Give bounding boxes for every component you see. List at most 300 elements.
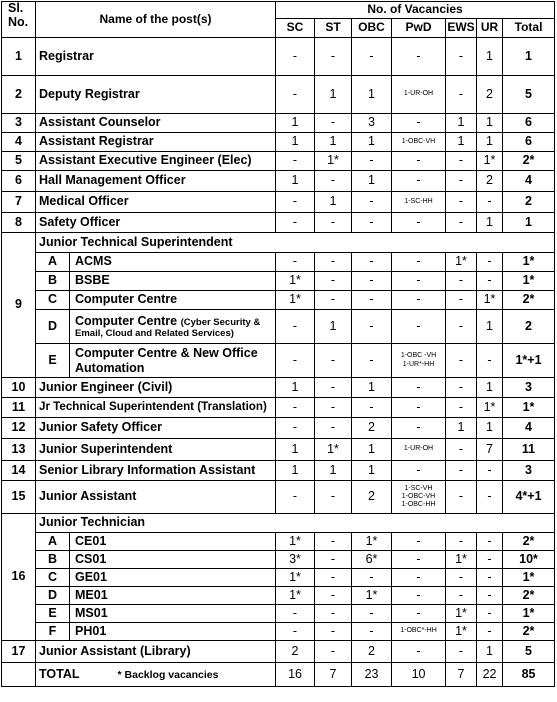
total-ur: 22: [477, 663, 503, 687]
cell-ur: -: [477, 533, 503, 551]
cell-pwd: -: [392, 378, 446, 398]
backlog-note: * Backlog vacancies: [117, 668, 219, 681]
cell-ews: 1: [446, 133, 477, 152]
cell-total: 1: [503, 38, 555, 76]
cell-ews: -: [446, 344, 477, 378]
cell-ews: -: [446, 461, 477, 481]
sub-letter: C: [36, 291, 70, 310]
cell-total: 4: [503, 418, 555, 439]
cell-ur: 1: [477, 378, 503, 398]
sl-no: 14: [2, 461, 36, 481]
cell-pwd: -: [392, 398, 446, 418]
table-row: [2, 76, 555, 114]
cell-pwd: 1-SC-HH: [392, 192, 446, 213]
cell-sc: 1: [276, 461, 315, 481]
cell-obc: 2: [352, 641, 392, 663]
cell-obc: 1: [352, 378, 392, 398]
table-row: [2, 514, 555, 533]
cell-st: -: [315, 171, 352, 192]
sub-post-name-line1: [75, 314, 275, 329]
vacancies-header: No. of Vacancies: [276, 2, 555, 19]
sub-post-name: [70, 344, 276, 378]
pwd-line: 1-SC-VH: [404, 484, 433, 492]
cell-sc: -: [276, 418, 315, 439]
cell-st: -: [315, 272, 352, 291]
cell-ews: -: [446, 641, 477, 663]
cell-sc: 1*: [276, 587, 315, 605]
cell-sc: 1: [276, 378, 315, 398]
cell-st: 1: [315, 461, 352, 481]
cell-ews: -: [446, 291, 477, 310]
cell-sc: 1*: [276, 569, 315, 587]
cell-ur: 1: [477, 418, 503, 439]
cell-ur: -: [477, 623, 503, 641]
table-row: [2, 439, 555, 461]
sub-letter: D: [36, 587, 70, 605]
cell-ur: 1*: [477, 291, 503, 310]
sl-no: 11: [2, 398, 36, 418]
cell-ews: -: [446, 569, 477, 587]
total-sc: 16: [276, 663, 315, 687]
cell-sc: -: [276, 344, 315, 378]
cell-obc: -: [352, 344, 392, 378]
sl-no: 2: [2, 76, 36, 114]
table-row: [2, 213, 555, 233]
cell-obc: -: [352, 253, 392, 272]
sub-post-name: ACMS: [70, 253, 276, 272]
cell-obc: 1: [352, 133, 392, 152]
pwd-line: 1-UR*-HH: [402, 360, 435, 368]
cell-ews: -: [446, 310, 477, 344]
cell-total: 6: [503, 133, 555, 152]
cell-pwd: -: [392, 641, 446, 663]
cell-st: -: [315, 114, 352, 133]
table-row: [2, 310, 555, 344]
cell-st: 1: [315, 76, 352, 114]
cell-pwd: 1-UR-OH: [392, 439, 446, 461]
cell-obc: 6*: [352, 551, 392, 569]
col-header-pwd: PwD: [392, 19, 446, 38]
cell-ews: -: [446, 481, 477, 514]
cell-obc: 3: [352, 114, 392, 133]
cell-obc: -: [352, 38, 392, 76]
sl-no: 8: [2, 213, 36, 233]
table-row: [2, 133, 555, 152]
sub-letter: F: [36, 623, 70, 641]
sub-post-name: BSBE: [70, 272, 276, 291]
sub-post-name: GE01: [70, 569, 276, 587]
cell-total: 2*: [503, 533, 555, 551]
group-title: Junior Technician: [36, 514, 555, 533]
cell-ur: -: [477, 192, 503, 213]
cell-sc: 1: [276, 171, 315, 192]
sl-no: 13: [2, 439, 36, 461]
cell-sc: 1: [276, 114, 315, 133]
cell-total: 2*: [503, 587, 555, 605]
cell-pwd: [392, 344, 446, 378]
cell-ews: -: [446, 533, 477, 551]
cell-ur: -: [477, 344, 503, 378]
cell-total: 1*: [503, 605, 555, 623]
cell-sc: -: [276, 623, 315, 641]
cell-ews: -: [446, 213, 477, 233]
cell-pwd: -: [392, 533, 446, 551]
sl-no: 3: [2, 114, 36, 133]
sub-post-name-main: Computer Centre: [75, 313, 178, 328]
total-pwd: 10: [392, 663, 446, 687]
cell-st: 1: [315, 310, 352, 344]
cell-total: 1: [503, 213, 555, 233]
post-name: Registrar: [36, 38, 276, 76]
cell-ews: 1*: [446, 551, 477, 569]
cell-pwd: -: [392, 272, 446, 291]
cell-obc: -: [352, 398, 392, 418]
cell-ur: 1: [477, 38, 503, 76]
cell-ur: -: [477, 569, 503, 587]
cell-ur: 7: [477, 439, 503, 461]
sl-no: 6: [2, 171, 36, 192]
post-name: Assistant Executive Engineer (Elec): [36, 152, 276, 171]
cell-st: -: [315, 569, 352, 587]
cell-pwd: -: [392, 569, 446, 587]
cell-total: 5: [503, 76, 555, 114]
cell-ur: 1: [477, 213, 503, 233]
cell-ews: -: [446, 38, 477, 76]
cell-sc: 2: [276, 641, 315, 663]
sl-no: 9: [2, 233, 36, 378]
table-row: [2, 641, 555, 663]
cell-pwd: -: [392, 310, 446, 344]
cell-ews: 1*: [446, 605, 477, 623]
cell-pwd: -: [392, 253, 446, 272]
cell-total: 6: [503, 114, 555, 133]
sub-post-name: ME01: [70, 587, 276, 605]
cell-total: 4*+1: [503, 481, 555, 514]
col-header-st: ST: [315, 19, 352, 38]
cell-ews: -: [446, 171, 477, 192]
cell-st: -: [315, 641, 352, 663]
cell-total: 3: [503, 461, 555, 481]
cell-sc: 1*: [276, 533, 315, 551]
table-row: [2, 533, 555, 551]
no-header-line: No.: [8, 14, 29, 29]
cell-sc: -: [276, 152, 315, 171]
cell-obc: -: [352, 152, 392, 171]
sl-header-line: Sl.: [8, 1, 24, 15]
totals-blank: [2, 663, 36, 687]
table-row: [2, 272, 555, 291]
sl-no-header: [2, 2, 36, 38]
col-header-ews: EWS: [446, 19, 477, 38]
cell-ews: -: [446, 398, 477, 418]
cell-sc: -: [276, 76, 315, 114]
table-row: [2, 2, 555, 19]
cell-pwd: -: [392, 171, 446, 192]
cell-st: 1: [315, 133, 352, 152]
cell-pwd: -: [392, 291, 446, 310]
sub-post-name-main: Computer Centre & New Office: [75, 346, 258, 361]
cell-total: 1*: [503, 569, 555, 587]
cell-sc: -: [276, 310, 315, 344]
cell-st: 1: [315, 192, 352, 213]
cell-total: 2: [503, 310, 555, 344]
cell-ur: -: [477, 605, 503, 623]
cell-st: -: [315, 253, 352, 272]
pwd-line: 1-OBC-VH: [401, 492, 436, 500]
col-header-total: Total: [503, 19, 555, 38]
cell-total: 2*: [503, 623, 555, 641]
cell-ews: 1: [446, 114, 477, 133]
total-st: 7: [315, 663, 352, 687]
table-row: [2, 114, 555, 133]
grand-total: 85: [503, 663, 555, 687]
cell-pwd: 1-OBC-VH: [392, 133, 446, 152]
cell-sc: -: [276, 253, 315, 272]
post-name: Junior Assistant: [36, 481, 276, 514]
cell-ews: -: [446, 152, 477, 171]
cell-ews: 1: [446, 418, 477, 439]
cell-total: 1*: [503, 253, 555, 272]
table-row: [2, 623, 555, 641]
cell-total: 1*+1: [503, 344, 555, 378]
sub-letter: B: [36, 272, 70, 291]
cell-ews: -: [446, 192, 477, 213]
post-name: Junior Safety Officer: [36, 418, 276, 439]
cell-ews: -: [446, 587, 477, 605]
table-row: [2, 587, 555, 605]
cell-st: -: [315, 587, 352, 605]
post-name: Junior Assistant (Library): [36, 641, 276, 663]
cell-ur: 1: [477, 641, 503, 663]
cell-st: -: [315, 623, 352, 641]
table-row: [2, 551, 555, 569]
sl-no: 5: [2, 152, 36, 171]
total-ews: 7: [446, 663, 477, 687]
col-header-ur: UR: [477, 19, 503, 38]
cell-ur: 1: [477, 310, 503, 344]
cell-sc: 1*: [276, 272, 315, 291]
cell-obc: -: [352, 213, 392, 233]
sl-no: 15: [2, 481, 36, 514]
table-row: [2, 378, 555, 398]
cell-sc: 1*: [276, 291, 315, 310]
sub-post-name: PH01: [70, 623, 276, 641]
totals-row: [2, 663, 555, 687]
cell-obc: 2: [352, 418, 392, 439]
table-row: [2, 192, 555, 213]
cell-sc: 1: [276, 439, 315, 461]
vacancy-table: [1, 1, 555, 687]
cell-st: -: [315, 481, 352, 514]
cell-ews: -: [446, 378, 477, 398]
cell-st: -: [315, 398, 352, 418]
cell-pwd: -: [392, 551, 446, 569]
cell-pwd: -: [392, 418, 446, 439]
cell-obc: 1*: [352, 587, 392, 605]
cell-pwd: 1-OBC*-HH: [392, 623, 446, 641]
table-row: [2, 152, 555, 171]
post-name: Junior Superintendent: [36, 439, 276, 461]
cell-ews: 1*: [446, 623, 477, 641]
post-name: Assistant Registrar: [36, 133, 276, 152]
cell-ur: 1: [477, 133, 503, 152]
sl-no: 7: [2, 192, 36, 213]
cell-st: -: [315, 551, 352, 569]
cell-obc: -: [352, 272, 392, 291]
cell-total: 5: [503, 641, 555, 663]
cell-ur: 2: [477, 76, 503, 114]
cell-st: 1*: [315, 439, 352, 461]
cell-sc: -: [276, 38, 315, 76]
table-row: [2, 253, 555, 272]
sub-post-name: MS01: [70, 605, 276, 623]
table-row: [2, 418, 555, 439]
cell-total: 2*: [503, 152, 555, 171]
cell-total: 1*: [503, 398, 555, 418]
sub-post-name: [70, 310, 276, 344]
post-name: Medical Officer: [36, 192, 276, 213]
cell-sc: 1: [276, 133, 315, 152]
cell-obc: 2: [352, 481, 392, 514]
table-row: [2, 398, 555, 418]
cell-ur: 2: [477, 171, 503, 192]
cell-obc: -: [352, 192, 392, 213]
table-row: [2, 344, 555, 378]
cell-obc: 1: [352, 439, 392, 461]
table-row: [2, 171, 555, 192]
cell-ur: -: [477, 461, 503, 481]
sub-post-name-line2: Automation: [75, 360, 145, 375]
cell-sc: -: [276, 605, 315, 623]
sub-post-name: CE01: [70, 533, 276, 551]
cell-obc: -: [352, 310, 392, 344]
sub-post-name: Computer Centre: [70, 291, 276, 310]
cell-total: 2: [503, 192, 555, 213]
cell-st: -: [315, 291, 352, 310]
totals-label-cell: [36, 663, 276, 687]
total-obc: 23: [352, 663, 392, 687]
sub-post-name-line2: Email, Cloud and Related Services): [75, 327, 234, 339]
cell-st: -: [315, 38, 352, 76]
sub-letter: E: [36, 605, 70, 623]
cell-ur: -: [477, 551, 503, 569]
cell-obc: -: [352, 569, 392, 587]
table-row: [2, 605, 555, 623]
post-name-header: Name of the post(s): [36, 2, 276, 38]
cell-ews: -: [446, 272, 477, 291]
table-row: [2, 569, 555, 587]
cell-sc: 3*: [276, 551, 315, 569]
post-name: Safety Officer: [36, 213, 276, 233]
cell-total: 11: [503, 439, 555, 461]
cell-total: 2*: [503, 291, 555, 310]
cell-obc: -: [352, 605, 392, 623]
cell-total: 4: [503, 171, 555, 192]
cell-obc: 1: [352, 76, 392, 114]
post-name: Junior Engineer (Civil): [36, 378, 276, 398]
cell-st: -: [315, 533, 352, 551]
post-name: Deputy Registrar: [36, 76, 276, 114]
cell-pwd: [392, 481, 446, 514]
cell-pwd: -: [392, 605, 446, 623]
sl-no: 17: [2, 641, 36, 663]
cell-obc: 1: [352, 461, 392, 481]
cell-total: 3: [503, 378, 555, 398]
cell-ur: -: [477, 481, 503, 514]
table-row: [2, 38, 555, 76]
cell-ews: 1*: [446, 253, 477, 272]
table-row: [2, 291, 555, 310]
sub-letter: C: [36, 569, 70, 587]
cell-st: -: [315, 378, 352, 398]
post-name: Senior Library Information Assistant: [36, 461, 276, 481]
sl-no: 16: [2, 514, 36, 641]
cell-obc: -: [352, 623, 392, 641]
table-row: [2, 461, 555, 481]
cell-obc: 1: [352, 171, 392, 192]
sub-letter: A: [36, 533, 70, 551]
post-name: Hall Management Officer: [36, 171, 276, 192]
group-title: Junior Technical Superintendent: [36, 233, 555, 253]
cell-st: -: [315, 418, 352, 439]
cell-ur: -: [477, 253, 503, 272]
cell-ur: -: [477, 587, 503, 605]
sl-no: 10: [2, 378, 36, 398]
cell-st: -: [315, 344, 352, 378]
sl-no: 1: [2, 38, 36, 76]
post-name: Assistant Counselor: [36, 114, 276, 133]
cell-obc: -: [352, 291, 392, 310]
cell-st: 1*: [315, 152, 352, 171]
sub-letter: B: [36, 551, 70, 569]
sub-post-name-line1: [75, 346, 275, 360]
table-row: [2, 233, 555, 253]
cell-ur: 1: [477, 114, 503, 133]
cell-ews: -: [446, 76, 477, 114]
cell-st: -: [315, 213, 352, 233]
cell-sc: -: [276, 398, 315, 418]
sub-post-name: CS01: [70, 551, 276, 569]
sl-no: 4: [2, 133, 36, 152]
sl-no: 12: [2, 418, 36, 439]
cell-total: 1*: [503, 272, 555, 291]
cell-pwd: -: [392, 213, 446, 233]
cell-obc: 1*: [352, 533, 392, 551]
cell-pwd: 1-UR-OH: [392, 76, 446, 114]
cell-ur: -: [477, 272, 503, 291]
col-header-sc: SC: [276, 19, 315, 38]
cell-sc: -: [276, 192, 315, 213]
cell-st: -: [315, 605, 352, 623]
cell-pwd: -: [392, 38, 446, 76]
sub-letter: A: [36, 253, 70, 272]
cell-sc: -: [276, 213, 315, 233]
cell-ews: -: [446, 439, 477, 461]
pwd-line: 1-OBC-HH: [401, 501, 436, 509]
totals-label: TOTAL: [39, 666, 80, 681]
cell-total: 10*: [503, 551, 555, 569]
cell-pwd: -: [392, 152, 446, 171]
cell-ur: 1*: [477, 152, 503, 171]
cell-pwd: -: [392, 461, 446, 481]
sub-letter: D: [36, 310, 70, 344]
pwd-line: 1-OBC -VH: [400, 352, 437, 360]
table-row: [2, 481, 555, 514]
sub-letter: E: [36, 344, 70, 378]
cell-ur: 1*: [477, 398, 503, 418]
cell-pwd: -: [392, 587, 446, 605]
col-header-obc: OBC: [352, 19, 392, 38]
